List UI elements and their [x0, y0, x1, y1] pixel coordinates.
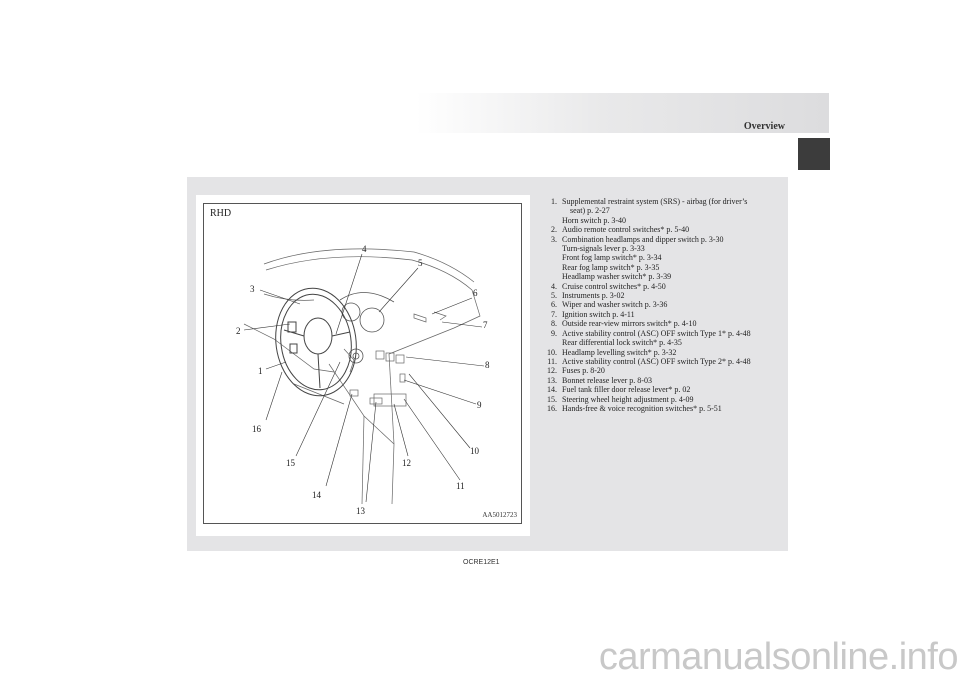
- list-item-text: Instruments p. 3-02: [562, 291, 625, 301]
- list-item-text: Combination headlamps and dipper switch p. 3-30: [562, 234, 724, 244]
- list-item-number: 6.: [551, 300, 557, 310]
- list-item-number: 13.: [547, 375, 557, 385]
- list-item-text: Headlamp washer switch* p. 3-39: [562, 272, 672, 282]
- list-item: [540, 319, 780, 328]
- list-item: [540, 225, 780, 234]
- dashboard-diagram: [204, 204, 523, 525]
- callout-6: 6: [473, 288, 478, 298]
- callout-15: 15: [286, 458, 295, 468]
- list-item-number: 11.: [547, 356, 557, 366]
- callout-1: 1: [258, 366, 263, 376]
- list-item-text: Rear differential lock switch* p. 4-35: [562, 338, 682, 348]
- callout-16: 16: [252, 424, 261, 434]
- list-item-number: 9.: [551, 328, 557, 338]
- list-item: [540, 357, 780, 366]
- watermark: carmanualsonline.info: [598, 636, 958, 678]
- section-tab-marker: [798, 138, 830, 170]
- callout-2: 2: [236, 326, 241, 336]
- figure-label: RHD: [210, 208, 232, 219]
- list-item-text: Turn-signals lever p. 3-33: [562, 244, 645, 254]
- list-item-text: Horn switch p. 3-40: [562, 215, 626, 225]
- list-item-number: 14.: [547, 385, 557, 395]
- list-item-text: Headlamp levelling switch* p. 3-32: [562, 347, 677, 357]
- footer-code: OCRE12E1: [463, 559, 500, 566]
- list-item: [540, 348, 780, 357]
- list-item: [540, 235, 780, 282]
- figure-code: AA5012723: [482, 511, 517, 519]
- list-item-number: 15.: [547, 394, 557, 404]
- list-item: [540, 310, 780, 319]
- leader-lines: [244, 254, 484, 502]
- callout-10: 10: [470, 446, 479, 456]
- list-item: [540, 366, 780, 375]
- list-item-number: 8.: [551, 319, 557, 329]
- callout-14: 14: [312, 490, 321, 500]
- list-item-number: 10.: [547, 347, 557, 357]
- list-item-number: 3.: [551, 234, 557, 244]
- callout-5: 5: [418, 258, 423, 268]
- list-item: [540, 329, 780, 348]
- list-item-text: Active stability control (ASC) OFF switch Type 1* p. 4-48: [562, 328, 751, 338]
- list-item-text: Cruise control switches* p. 4-50: [562, 281, 666, 291]
- list-item: [540, 300, 780, 309]
- callout-8: 8: [485, 360, 490, 370]
- callout-11: 11: [456, 481, 465, 491]
- dashboard-outline: [244, 249, 480, 504]
- callout-4: 4: [362, 244, 367, 254]
- list-item: [540, 404, 780, 413]
- list-item-text: Fuses p. 8-20: [562, 366, 605, 376]
- list-item: [540, 376, 780, 385]
- figure-frame: [203, 203, 522, 524]
- list-item-text: Front fog lamp switch* p. 3-34: [562, 253, 662, 263]
- component-list: [540, 197, 780, 413]
- list-item-text: Hands-free & voice recognition switches* p. 5-51: [562, 403, 722, 413]
- list-item-number: 5.: [551, 291, 557, 301]
- list-item: [540, 385, 780, 394]
- list-item-text: Rear fog lamp switch* p. 3-35: [562, 262, 660, 272]
- list-item-text: Steering wheel height adjustment p. 4-09: [562, 394, 694, 404]
- list-item-number: 16.: [547, 403, 557, 413]
- figure-box: [196, 195, 530, 536]
- list-item-text: Bonnet release lever p. 8-03: [562, 375, 652, 385]
- list-item-text: Ignition switch p. 4-11: [562, 309, 635, 319]
- list-item-number: 7.: [551, 309, 557, 319]
- list-item-number: 12.: [547, 366, 557, 376]
- list-item: [540, 291, 780, 300]
- callout-13: 13: [356, 506, 365, 516]
- list-item-text: Active stability control (ASC) OFF switch Type 2* p. 4-48: [562, 356, 751, 366]
- list-item-number: 4.: [551, 281, 557, 291]
- list-item-text: seat) p. 2-27: [570, 206, 610, 216]
- list-item: [540, 197, 780, 225]
- callout-3: 3: [250, 284, 255, 294]
- page-title: Overview: [743, 121, 785, 132]
- steering-wheel: [269, 283, 363, 401]
- list-item-text: Wiper and washer switch p. 3-36: [562, 300, 668, 310]
- list-item-text: Supplemental restraint system (SRS) - airbag (for driver’s: [562, 197, 748, 206]
- list-item-text: Outside rear-view mirrors switch* p. 4-10: [562, 319, 697, 329]
- list-item-number: 1.: [551, 197, 557, 206]
- list-item: [540, 395, 780, 404]
- list-item: [540, 282, 780, 291]
- callout-12: 12: [402, 458, 411, 468]
- list-item-text: Fuel tank filler door release lever* p. 02: [562, 385, 691, 395]
- list-item-number: 2.: [551, 225, 557, 235]
- list-item-text: Audio remote control switches* p. 5-40: [562, 225, 690, 235]
- callout-9: 9: [477, 400, 482, 410]
- callout-7: 7: [483, 320, 488, 330]
